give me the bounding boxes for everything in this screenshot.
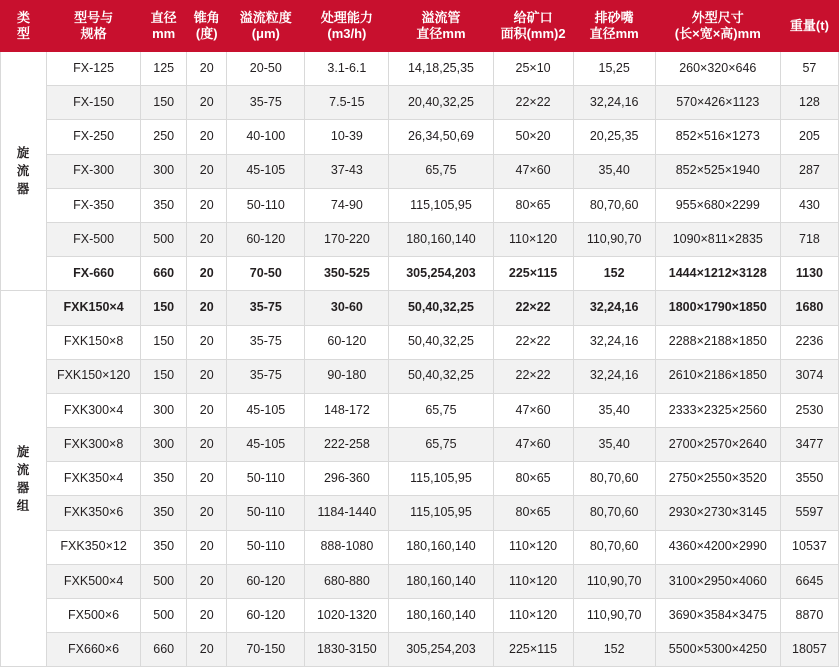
cell-weight: 718	[780, 222, 838, 256]
table-row	[1, 564, 839, 598]
group-label-char: 流	[16, 462, 31, 477]
cell-dimensions: 2610×2186×1850	[655, 359, 780, 393]
cell-dimensions: 2750×2550×3520	[655, 462, 780, 496]
cell-sand_nozzle: 152	[573, 633, 655, 667]
cell-overflow_pipe: 65,75	[389, 154, 493, 188]
cell-dimensions: 1444×1212×3128	[655, 257, 780, 291]
cell-feed_area: 22×22	[493, 359, 573, 393]
cell-feed_area: 225×115	[493, 633, 573, 667]
cell-feed_area: 47×60	[493, 154, 573, 188]
cell-granularity: 45-105	[227, 393, 305, 427]
cell-granularity: 50-110	[227, 496, 305, 530]
cell-weight: 3550	[780, 462, 838, 496]
cell-sand_nozzle: 32,24,16	[573, 86, 655, 120]
cell-capacity: 888-1080	[305, 530, 389, 564]
cell-diameter: 150	[141, 291, 187, 325]
cell-diameter: 150	[141, 359, 187, 393]
cell-cone: 20	[187, 462, 227, 496]
cell-granularity: 70-150	[227, 633, 305, 667]
cell-dimensions: 852×516×1273	[655, 120, 780, 154]
cell-model: FX-125	[47, 52, 141, 86]
cell-model: FXK150×8	[47, 325, 141, 359]
cell-diameter: 300	[141, 393, 187, 427]
cell-weight: 10537	[780, 530, 838, 564]
cell-granularity: 45-105	[227, 428, 305, 462]
column-header-line: 给矿口	[513, 10, 553, 26]
cell-model: FX-350	[47, 188, 141, 222]
column-header-line: (度)	[195, 26, 218, 41]
cell-cone: 20	[187, 599, 227, 633]
column-header-line: 类	[17, 10, 31, 26]
group-label-char: 器	[16, 480, 31, 495]
group-label-char: 旋	[16, 145, 31, 160]
cell-capacity: 1184-1440	[305, 496, 389, 530]
cell-dimensions: 4360×4200×2990	[655, 530, 780, 564]
table-header	[1, 1, 839, 52]
column-header-line: 型号与	[74, 10, 114, 26]
cell-diameter: 300	[141, 428, 187, 462]
cell-granularity: 35-75	[227, 325, 305, 359]
cell-diameter: 660	[141, 257, 187, 291]
cell-sand_nozzle: 32,24,16	[573, 291, 655, 325]
cell-sand_nozzle: 80,70,60	[573, 188, 655, 222]
cell-diameter: 500	[141, 564, 187, 598]
cell-cone: 20	[187, 393, 227, 427]
cell-capacity: 74-90	[305, 188, 389, 222]
cell-diameter: 350	[141, 462, 187, 496]
cell-capacity: 296-360	[305, 462, 389, 496]
cell-granularity: 35-75	[227, 291, 305, 325]
cell-weight: 128	[780, 86, 838, 120]
group-label-char: 组	[16, 498, 31, 513]
cell-granularity: 35-75	[227, 359, 305, 393]
cell-granularity: 60-120	[227, 599, 305, 633]
cell-cone: 20	[187, 428, 227, 462]
cell-overflow_pipe: 180,160,140	[389, 599, 493, 633]
table-body	[1, 52, 839, 667]
cell-cone: 20	[187, 359, 227, 393]
cell-sand_nozzle: 15,25	[573, 52, 655, 86]
cell-model: FXK150×4	[47, 291, 141, 325]
table-row	[1, 599, 839, 633]
column-header-line: 型	[17, 26, 31, 41]
table-row	[1, 530, 839, 564]
cell-granularity: 50-110	[227, 462, 305, 496]
cell-sand_nozzle: 32,24,16	[573, 359, 655, 393]
table-row	[1, 222, 839, 256]
cell-feed_area: 50×20	[493, 120, 573, 154]
cell-capacity: 1830-3150	[305, 633, 389, 667]
table-row	[1, 325, 839, 359]
cell-feed_area: 47×60	[493, 393, 573, 427]
table-row	[1, 496, 839, 530]
cell-cone: 20	[187, 86, 227, 120]
cell-model: FXK500×4	[47, 564, 141, 598]
cell-weight: 18057	[780, 633, 838, 667]
group-label-char: 器	[16, 182, 31, 197]
cell-diameter: 500	[141, 599, 187, 633]
cell-overflow_pipe: 305,254,203	[389, 633, 493, 667]
cell-model: FX-250	[47, 120, 141, 154]
cell-overflow_pipe: 50,40,32,25	[389, 291, 493, 325]
group-label-char: 流	[16, 164, 31, 179]
cell-overflow_pipe: 180,160,140	[389, 564, 493, 598]
cell-dimensions: 1800×1790×1850	[655, 291, 780, 325]
cell-feed_area: 47×60	[493, 428, 573, 462]
cell-weight: 287	[780, 154, 838, 188]
cell-cone: 20	[187, 222, 227, 256]
table-row	[1, 393, 839, 427]
cell-feed_area: 22×22	[493, 86, 573, 120]
cell-diameter: 300	[141, 154, 187, 188]
cell-capacity: 222-258	[305, 428, 389, 462]
cell-overflow_pipe: 26,34,50,69	[389, 120, 493, 154]
cell-diameter: 350	[141, 496, 187, 530]
column-header-feed_area	[493, 1, 573, 52]
cell-dimensions: 852×525×1940	[655, 154, 780, 188]
cell-weight: 205	[780, 120, 838, 154]
cell-granularity: 60-120	[227, 564, 305, 598]
column-header-line: 面积(mm)2	[500, 26, 566, 41]
cell-weight: 1130	[780, 257, 838, 291]
column-header-line: 处理能力	[320, 10, 373, 26]
cell-model: FXK350×12	[47, 530, 141, 564]
group-label-cell	[1, 52, 47, 291]
table-row	[1, 462, 839, 496]
cell-dimensions: 3690×3584×3475	[655, 599, 780, 633]
cell-dimensions: 260×320×646	[655, 52, 780, 86]
cell-dimensions: 2930×2730×3145	[655, 496, 780, 530]
cell-sand_nozzle: 35,40	[573, 154, 655, 188]
cell-overflow_pipe: 20,40,32,25	[389, 86, 493, 120]
table-row	[1, 359, 839, 393]
cell-overflow_pipe: 65,75	[389, 428, 493, 462]
cell-sand_nozzle: 80,70,60	[573, 496, 655, 530]
cell-dimensions: 955×680×2299	[655, 188, 780, 222]
cell-diameter: 350	[141, 188, 187, 222]
cell-sand_nozzle: 80,70,60	[573, 462, 655, 496]
cell-diameter: 500	[141, 222, 187, 256]
cell-overflow_pipe: 65,75	[389, 393, 493, 427]
column-header-weight	[780, 1, 838, 52]
cell-capacity: 680-880	[305, 564, 389, 598]
cell-weight: 3074	[780, 359, 838, 393]
column-header-line: 直径mm	[589, 26, 639, 41]
cell-dimensions: 2333×2325×2560	[655, 393, 780, 427]
cell-capacity: 37-43	[305, 154, 389, 188]
cell-feed_area: 110×120	[493, 564, 573, 598]
cell-model: FXK350×6	[47, 496, 141, 530]
cell-capacity: 3.1-6.1	[305, 52, 389, 86]
column-header-line: (μm)	[251, 26, 280, 41]
cell-weight: 3477	[780, 428, 838, 462]
cell-overflow_pipe: 180,160,140	[389, 222, 493, 256]
cell-granularity: 60-120	[227, 222, 305, 256]
cell-weight: 2530	[780, 393, 838, 427]
cell-capacity: 90-180	[305, 359, 389, 393]
column-header-cone	[187, 1, 227, 52]
column-header-line: 溢流粒度	[239, 10, 292, 26]
cell-weight: 2236	[780, 325, 838, 359]
cell-overflow_pipe: 305,254,203	[389, 257, 493, 291]
cell-sand_nozzle: 32,24,16	[573, 325, 655, 359]
column-header-line: (m3/h)	[327, 26, 367, 41]
cell-sand_nozzle: 20,25,35	[573, 120, 655, 154]
table-row	[1, 633, 839, 667]
cell-model: FXK350×4	[47, 462, 141, 496]
column-header-line: 锥角	[193, 10, 220, 26]
cell-sand_nozzle: 110,90,70	[573, 222, 655, 256]
cell-cone: 20	[187, 120, 227, 154]
cell-capacity: 1020-1320	[305, 599, 389, 633]
column-header-group	[1, 1, 47, 52]
cell-feed_area: 110×120	[493, 222, 573, 256]
cell-overflow_pipe: 115,105,95	[389, 188, 493, 222]
cell-sand_nozzle: 80,70,60	[573, 530, 655, 564]
table-row	[1, 428, 839, 462]
cell-capacity: 7.5-15	[305, 86, 389, 120]
cell-weight: 430	[780, 188, 838, 222]
cell-granularity: 20-50	[227, 52, 305, 86]
cell-diameter: 125	[141, 52, 187, 86]
cell-weight: 5597	[780, 496, 838, 530]
cell-capacity: 30-60	[305, 291, 389, 325]
cell-overflow_pipe: 14,18,25,35	[389, 52, 493, 86]
cell-model: FX-500	[47, 222, 141, 256]
cell-overflow_pipe: 115,105,95	[389, 496, 493, 530]
group-label-char: 旋	[16, 444, 31, 459]
cell-model: FX660×6	[47, 633, 141, 667]
column-header-line: mm	[152, 26, 176, 41]
cell-cone: 20	[187, 291, 227, 325]
cell-granularity: 40-100	[227, 120, 305, 154]
cell-dimensions: 5500×5300×4250	[655, 633, 780, 667]
cell-diameter: 150	[141, 86, 187, 120]
cell-model: FXK300×8	[47, 428, 141, 462]
cell-feed_area: 22×22	[493, 325, 573, 359]
cell-weight: 57	[780, 52, 838, 86]
cell-model: FX-150	[47, 86, 141, 120]
cell-dimensions: 2700×2570×2640	[655, 428, 780, 462]
cell-sand_nozzle: 110,90,70	[573, 564, 655, 598]
cell-model: FX500×6	[47, 599, 141, 633]
cell-capacity: 10-39	[305, 120, 389, 154]
cell-cone: 20	[187, 154, 227, 188]
cell-feed_area: 80×65	[493, 496, 573, 530]
cell-cone: 20	[187, 564, 227, 598]
cell-sand_nozzle: 35,40	[573, 428, 655, 462]
table-header-row	[1, 1, 839, 52]
column-header-line: 外型尺寸	[691, 10, 744, 26]
cell-granularity: 35-75	[227, 86, 305, 120]
cell-dimensions: 2288×2188×1850	[655, 325, 780, 359]
column-header-line: 溢流管	[421, 10, 461, 26]
cell-cone: 20	[187, 257, 227, 291]
cell-model: FX-660	[47, 257, 141, 291]
cell-sand_nozzle: 110,90,70	[573, 599, 655, 633]
cell-cone: 20	[187, 188, 227, 222]
column-header-line: 直径	[150, 10, 177, 26]
column-header-diameter	[141, 1, 187, 52]
column-header-line: 排砂嘴	[594, 10, 634, 26]
cell-dimensions: 1090×811×2835	[655, 222, 780, 256]
cell-model: FX-300	[47, 154, 141, 188]
table-row	[1, 291, 839, 325]
table-row	[1, 154, 839, 188]
cell-diameter: 250	[141, 120, 187, 154]
cell-feed_area: 22×22	[493, 291, 573, 325]
cell-dimensions: 570×426×1123	[655, 86, 780, 120]
column-header-line: (长×宽×高)mm	[674, 26, 761, 41]
cell-diameter: 150	[141, 325, 187, 359]
column-header-line: 规格	[80, 26, 107, 41]
cell-capacity: 350-525	[305, 257, 389, 291]
cell-cone: 20	[187, 52, 227, 86]
column-header-dimensions	[655, 1, 780, 52]
cell-overflow_pipe: 115,105,95	[389, 462, 493, 496]
cell-model: FXK150×120	[47, 359, 141, 393]
column-header-model	[47, 1, 141, 52]
cell-weight: 6645	[780, 564, 838, 598]
column-header-granularity	[227, 1, 305, 52]
column-header-line: 直径mm	[416, 26, 466, 41]
cell-sand_nozzle: 152	[573, 257, 655, 291]
cell-cone: 20	[187, 325, 227, 359]
cell-diameter: 660	[141, 633, 187, 667]
column-header-capacity	[305, 1, 389, 52]
cell-capacity: 170-220	[305, 222, 389, 256]
column-header-overflow_pipe	[389, 1, 493, 52]
table-row	[1, 188, 839, 222]
cell-granularity: 45-105	[227, 154, 305, 188]
table-row	[1, 86, 839, 120]
table-row	[1, 257, 839, 291]
cell-cone: 20	[187, 530, 227, 564]
table-row	[1, 120, 839, 154]
cell-capacity: 60-120	[305, 325, 389, 359]
column-header-sand_nozzle	[573, 1, 655, 52]
cell-granularity: 70-50	[227, 257, 305, 291]
cell-granularity: 50-110	[227, 188, 305, 222]
cell-feed_area: 110×120	[493, 530, 573, 564]
cell-diameter: 350	[141, 530, 187, 564]
cell-granularity: 50-110	[227, 530, 305, 564]
cell-feed_area: 80×65	[493, 188, 573, 222]
cell-capacity: 148-172	[305, 393, 389, 427]
group-label-cell	[1, 291, 47, 667]
cell-overflow_pipe: 50,40,32,25	[389, 325, 493, 359]
cell-dimensions: 3100×2950×4060	[655, 564, 780, 598]
column-header-line: 重量(t)	[789, 18, 829, 34]
cell-overflow_pipe: 180,160,140	[389, 530, 493, 564]
cell-cone: 20	[187, 496, 227, 530]
cell-feed_area: 25×10	[493, 52, 573, 86]
cell-weight: 1680	[780, 291, 838, 325]
table-row	[1, 52, 839, 86]
cell-feed_area: 225×115	[493, 257, 573, 291]
cell-sand_nozzle: 35,40	[573, 393, 655, 427]
cell-model: FXK300×4	[47, 393, 141, 427]
cell-overflow_pipe: 50,40,32,25	[389, 359, 493, 393]
cell-feed_area: 80×65	[493, 462, 573, 496]
cell-feed_area: 110×120	[493, 599, 573, 633]
cell-weight: 8870	[780, 599, 838, 633]
cell-cone: 20	[187, 633, 227, 667]
